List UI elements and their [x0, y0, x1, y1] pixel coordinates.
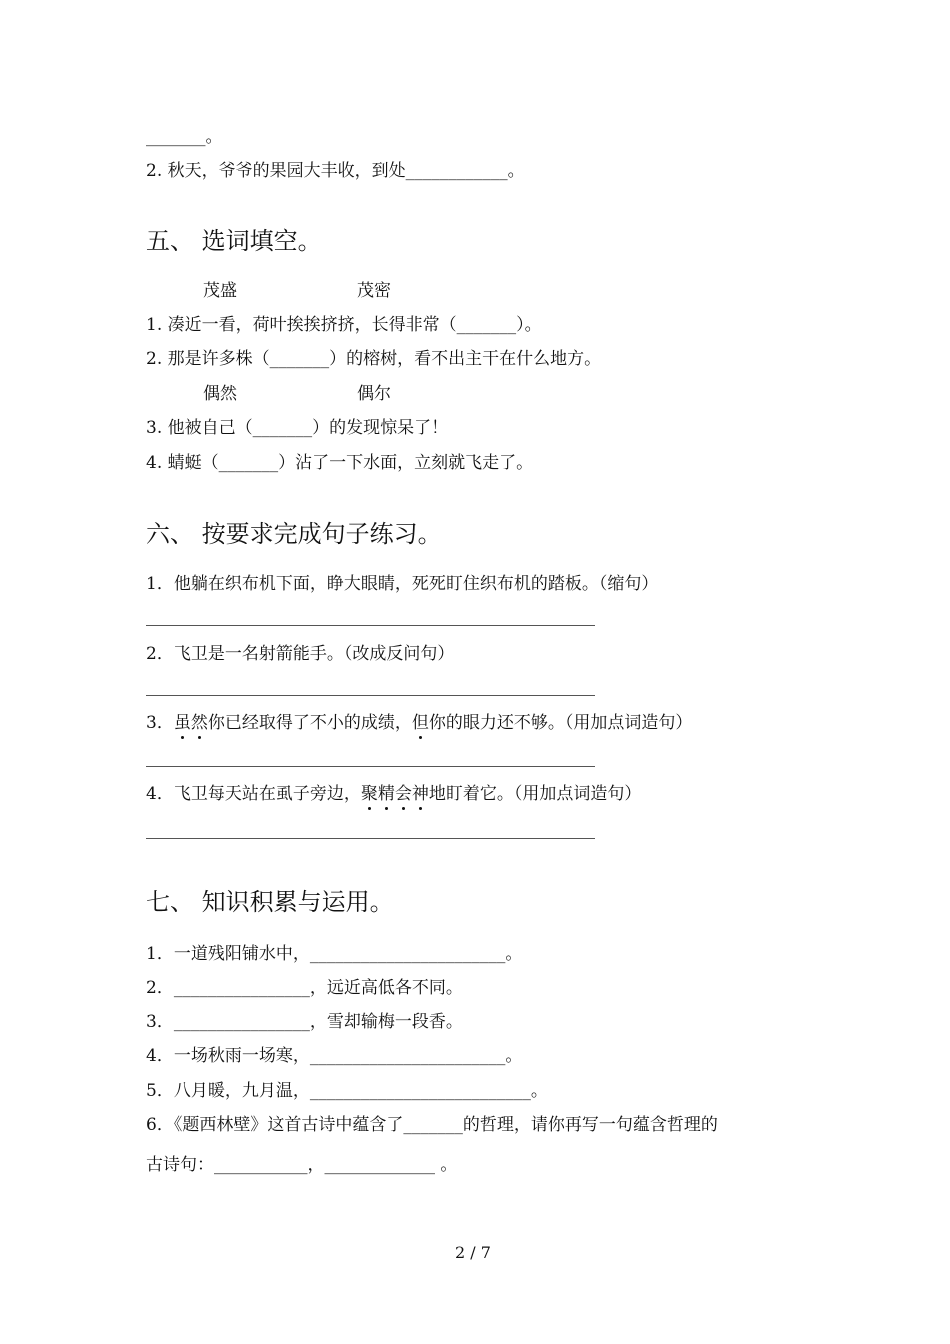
question-text: 4．一场秋雨一场寒，_______________________。 — [146, 1046, 523, 1066]
word-choice: 偶尔 — [357, 384, 391, 404]
dotted-word-char: 但 — [411, 713, 429, 733]
section-title-6: 六、 按要求完成句子练习。 — [146, 520, 442, 548]
answer-line — [146, 625, 595, 626]
question-text: 4. 蜻蜓（_______）沾了一下水面，立刻就飞走了。 — [146, 453, 534, 473]
word-choice: 茂盛 — [203, 281, 237, 301]
answer-line — [146, 838, 595, 839]
sentence-text: 4．飞卫每天站在虱子旁边， — [146, 784, 361, 804]
question-text: 1．他躺在织布机下面，睁大眼睛，死死盯住织布机的踏板。（缩句） — [146, 574, 659, 594]
question-text: 1. 凑近一看，荷叶挨挨挤挤，长得非常（_______）。 — [146, 315, 542, 335]
answer-line — [146, 766, 595, 767]
continuation-line: _______。 — [146, 127, 223, 147]
word-choice: 偶然 — [203, 384, 237, 404]
question-text — [146, 712, 692, 734]
question-text — [146, 783, 641, 805]
dotted-word-char: 精 — [377, 784, 395, 804]
dotted-word-char: 神 — [411, 784, 429, 804]
dotted-word-char: 会 — [394, 784, 412, 804]
section-title-5: 五、 选词填空。 — [146, 227, 322, 255]
question-text: 1．一道残阳铺水中，_______________________。 — [146, 944, 523, 964]
question-text: 2．________________，远近高低各不同。 — [146, 978, 463, 998]
sentence-text: 地盯着它。（用加点词造句） — [428, 784, 642, 804]
answer-line — [146, 695, 595, 696]
dotted-word-char: 虽 — [173, 713, 191, 733]
question-text: 2. 秋天，爷爷的果园大丰收，到处____________。 — [146, 161, 525, 181]
question-text: 6．《题西林壁》这首古诗中蕴含了_______的哲理，请你再写一句蕴含哲理的 — [146, 1115, 718, 1135]
question-number: 3． — [146, 713, 174, 733]
question-text: 古诗句：___________，_____________ 。 — [146, 1155, 458, 1175]
sentence-text: 你的眼力还不够。（用加点词造句） — [428, 713, 693, 733]
question-text: 5．八月暖，九月温，__________________________。 — [146, 1081, 548, 1101]
sentence-text: 你已经取得了不小的成绩， — [207, 713, 412, 733]
dotted-word-char: 然 — [190, 713, 208, 733]
word-choice: 茂密 — [357, 281, 391, 301]
question-text: 3．________________，雪却输梅一段香。 — [146, 1012, 463, 1032]
question-text: 2. 那是许多株（_______）的榕树，看不出主干在什么地方。 — [146, 349, 602, 369]
page-number: 2 / 7 — [455, 1243, 491, 1262]
question-text: 3. 他被自己（_______）的发现惊呆了！ — [146, 418, 449, 438]
section-title-7: 七、 知识积累与运用。 — [146, 888, 394, 916]
question-text: 2．飞卫是一名射箭能手。（改成反问句） — [146, 644, 455, 664]
dotted-word-char: 聚 — [360, 784, 378, 804]
